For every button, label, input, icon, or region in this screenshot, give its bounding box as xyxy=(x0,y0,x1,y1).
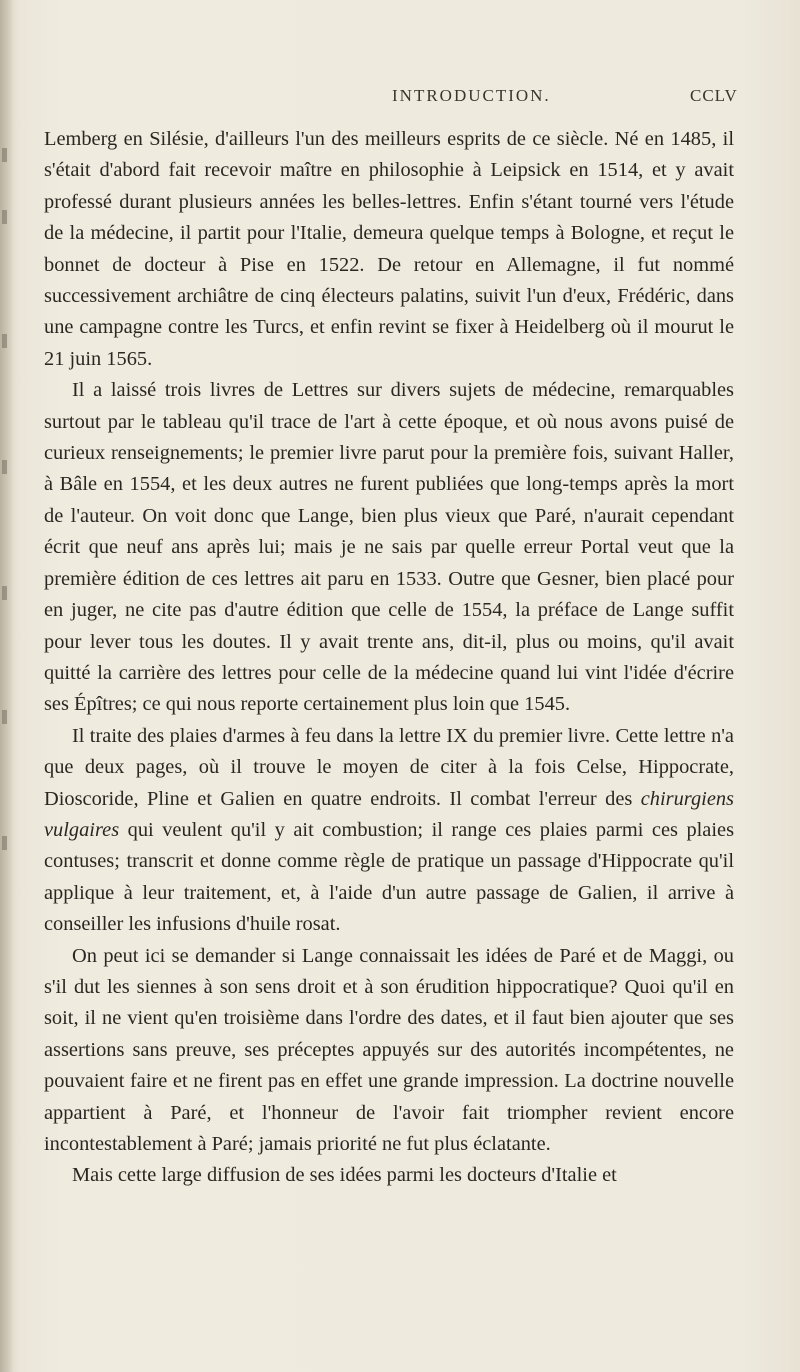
margin-marks xyxy=(2,120,12,880)
page-header xyxy=(0,86,800,110)
margin-mark xyxy=(2,460,7,474)
paragraph-1: Lemberg en Silésie, d'ailleurs l'un des meilleurs esprits de ce siècle. Né en 1485, il s'était d'abord fait recevoir maître en philosophie à Leipsick en 1514, et y avait professé durant plusieurs années les belles-lettres. Enfin s'étant tourné vers l'étude de la médecine, il partit pour l'Italie, demeura quelque temps à Bologne, et reçut le bonnet de docteur à Pise en 1522. De retour en Allemagne, il fut nommé successivement archiâtre de cinq électeurs palatins, suivit l'un d'eux, Frédéric, dans une campagne contre les Turcs, et enfin revint se fixer à Heidelberg où il mourut le 21 juin 1565. xyxy=(44,128,734,370)
paragraph-2: Il a laissé trois livres de Lettres sur divers sujets de médecine, remarquables surtout par le tableau qu'il trace de l'art à cette époque, et où nous avons puisé de curieux renseignements; le premier livre parut pour la première fois, suivant Haller, à Bâle en 1554, et les deux autres ne furent publiées que long-temps après la mort de l'auteur. On voit donc que Lange, bien plus vieux que Paré, n'aurait cependant écrit que neuf ans après lui; mais je ne sais par quelle erreur Portal veut que la première édition de ces lettres ait paru en 1533. Outre que Gesner, bien placé pour en juger, ne cite pas d'autre édition que celle de 1554, la préface de Lange suffit pour lever tous les doutes. Il y avait trente ans, dit-il, plus ou moins, qu'il avait quitté la carrière des lettres pour celle de la médecine quand lui vint l'idée d'écrire ses Épîtres; ce qui nous reporte certainement plus loin que 1545. xyxy=(44,379,734,716)
margin-mark xyxy=(2,586,7,600)
paragraph-3-part-2: qui veulent qu'il y ait combustion; il range ces plaies parmi ces plaies contuses; transcrit et donne comme règle de pratique un passage d'Hippocrate qu'il applique à leur traitement, et, à l'aide d'un autre passage de Galien, il arrive à conseiller les infusions d'huile rosat. xyxy=(44,818,734,936)
margin-mark xyxy=(2,836,7,850)
body-text xyxy=(44,124,734,1192)
page-number: CCLV xyxy=(690,86,738,105)
margin-mark xyxy=(2,710,7,724)
margin-mark xyxy=(2,210,7,224)
paragraph-3-emphasis: chirurgiens vulgaires xyxy=(44,787,734,841)
margin-mark xyxy=(2,148,7,162)
paragraph-5: Mais cette large diffusion de ses idées parmi les docteurs d'Italie et xyxy=(72,1164,617,1187)
paragraph-3 xyxy=(44,721,734,941)
margin-mark xyxy=(2,334,7,348)
running-title: INTRODUCTION. xyxy=(392,86,551,105)
paragraph-3-part-1: Il traite des plaies d'armes à feu dans la lettre IX du premier livre. Cette lettre n'a que deux pages, où il trouve le moyen de citer à la fois Celse, Hippocrate, Dioscoride, Pline et Galien en quatre endroits. Il combat l'erreur des xyxy=(44,724,734,810)
paragraph-4: On peut ici se demander si Lange connaissait les idées de Paré et de Maggi, ou s'il dut les siennes à son sens droit et à son érudition hippocratique? Quoi qu'il en soit, il ne vient qu'en troisième dans l'ordre des dates, et il faut bien ajouter que ses assertions sans preuve, ses préceptes appuyés sur des autorités incompétentes, ne pouvaient faire et ne firent pas en effet une grande impression. La doctrine nouvelle appartient à Paré, et l'honneur de l'avoir fait triompher revient encore incontestablement à Paré; jamais priorité ne fut plus éclatante. xyxy=(44,944,734,1155)
